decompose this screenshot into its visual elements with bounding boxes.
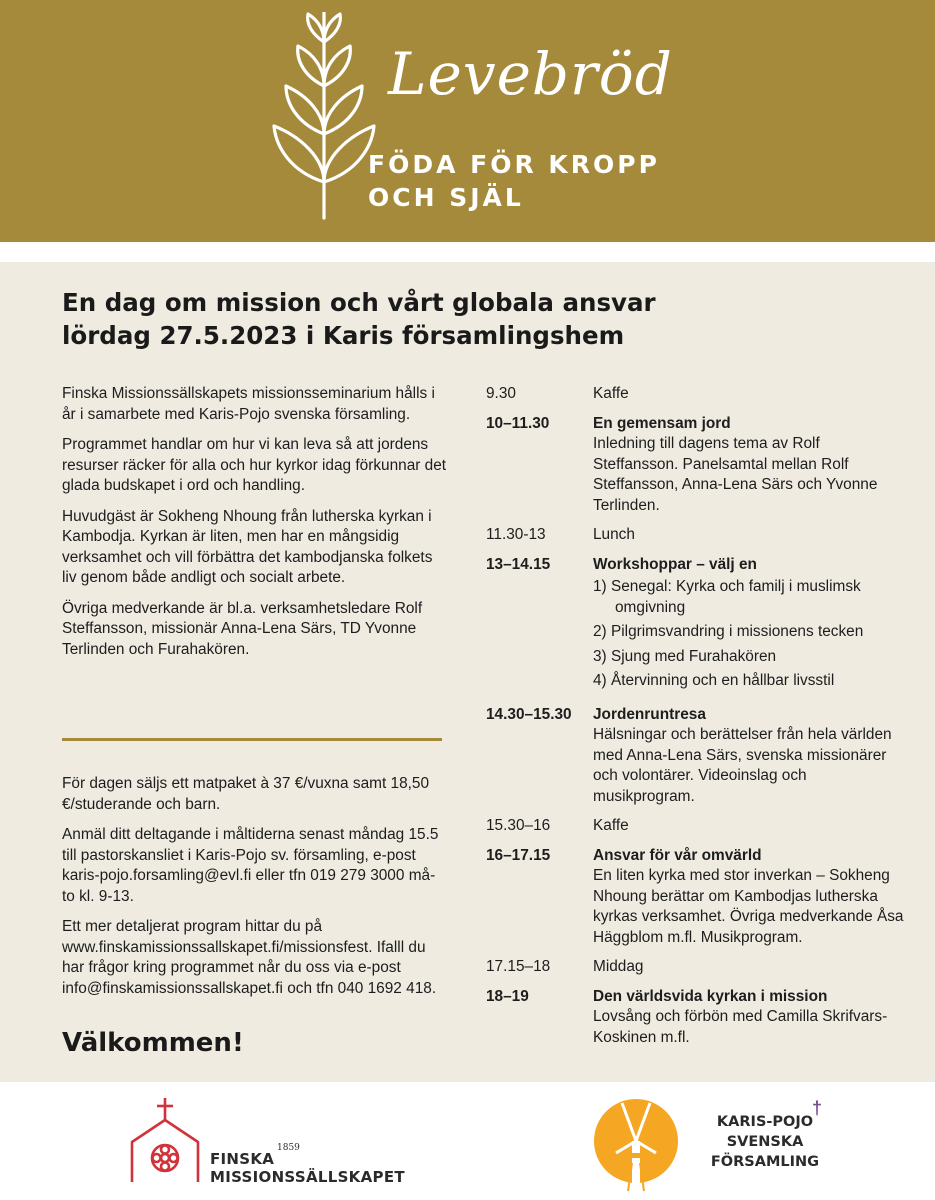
- workshop-list: [593, 577, 906, 692]
- schedule-row: [486, 414, 906, 517]
- schedule-text: Inledning till dagens tema av Rolf Steffansson. Panelsamtal mellan Rolf Steffansson, Anna-Lena Särs och Yvonne Terlinden.: [593, 435, 878, 514]
- schedule-text: En liten kyrka med stor inverkan – Sokheng Nhoung berättar om Kambodjas lutherska kyrkas verksamhet. Övriga medverkande Åsa Häggblom m.fl. Musikprogram.: [593, 867, 904, 946]
- contact-paragraph: Ett mer detaljerat program hittar du på www.finskamissionssallskapet.fi/missionsfest. Ifalll du har frågor kring programmet når du oss via e-post info@finskamissionssallskapet.fi och tfn 040 1692 418.: [62, 918, 437, 997]
- schedule-time: 16–17.15: [486, 846, 551, 864]
- page-title: [62, 286, 882, 352]
- schedule-row: [486, 846, 906, 949]
- intro-paragraph: Övriga medverkande är bl.a. verksamhetsledare Rolf Steffansson, missionär Anna-Lena Särs, TD Yvonne Terlinden och Furahakören.: [62, 599, 423, 658]
- workshop-item: 4) Återvinning och en hållbar livsstil: [593, 672, 835, 689]
- parish-logo-icon: [592, 1093, 687, 1193]
- schedule-row: [486, 957, 906, 978]
- schedule-text: Kaffe: [593, 385, 629, 402]
- schedule-text: Lunch: [593, 526, 635, 543]
- welcome-heading: Välkommen!: [62, 1028, 244, 1058]
- parish-wordmark: [700, 1112, 830, 1172]
- schedule-time: 15.30–16: [486, 817, 551, 834]
- parish-name-line-2: SVENSKA: [726, 1134, 804, 1150]
- title-line-2: lördag 27.5.2023 i Karis församlingshem: [62, 321, 625, 350]
- schedule-row: [486, 705, 906, 808]
- fm-name-line-1: FINSKA: [210, 1150, 275, 1168]
- registration-paragraph: Anmäl ditt deltagande i måltiderna senast måndag 15.5 till pastorskansliet i Karis-Pojo sv. församling, e-post karis-pojo.forsamling@evl.fi eller tfn 019 279 3000 må-to kl. 9-13.: [62, 826, 439, 905]
- schedule-time: 11.30-13: [486, 526, 546, 543]
- parish-name-line-3: FÖRSAMLING: [710, 1154, 820, 1170]
- schedule-text: Kaffe: [593, 817, 629, 834]
- schedule-row: [486, 816, 906, 837]
- schedule-time: 13–14.15: [486, 555, 551, 573]
- tagline-line-2: OCH SJÄL: [368, 183, 524, 212]
- schedule-time: 10–11.30: [486, 414, 550, 432]
- parish-name-line-1: KARIS-POJO: [716, 1114, 814, 1130]
- schedule-title: Workshoppar – välj en: [593, 555, 757, 573]
- schedule-title: En gemensam jord: [593, 414, 731, 432]
- schedule-text: Lovsång och förbön med Camilla Skrifvars-Koskinen m.fl.: [593, 1008, 888, 1046]
- schedule-title: Jordenruntresa: [593, 705, 706, 723]
- schedule-time: 14.30–15.30: [486, 705, 572, 723]
- schedule-time: 18–19: [486, 987, 529, 1005]
- fm-wordmark: [210, 1150, 405, 1186]
- intro-paragraph: Huvudgäst är Sokheng Nhoung från lutherska kyrkan i Kambodja. Kyrkan är liten, men har en mångsidig verksamhet och vill förbättra det kambodjanska folkets liv genom både andligt och socialt arbete.: [62, 507, 433, 586]
- food-paragraph: För dagen säljs ett matpaket à 37 €/vuxna samt 18,50 €/studerande och barn.: [62, 775, 430, 813]
- tagline: [368, 148, 660, 214]
- wheat-icon: [268, 12, 380, 224]
- cross-icon: †: [812, 1098, 823, 1118]
- schedule-text: Middag: [593, 958, 644, 975]
- schedule-text: Hälsningar och berättelser från hela världen med Anna-Lena Särs, svenska missionärer och volontärer. Videoinslag och musikprogram.: [593, 726, 892, 805]
- schedule-time: 9.30: [486, 385, 516, 402]
- intro-section: [62, 384, 447, 670]
- food-info-section: [62, 774, 447, 1009]
- schedule-row: [486, 555, 906, 696]
- schedule-title: Den världsvida kyrkan i mission: [593, 987, 828, 1005]
- intro-paragraph: Programmet handlar om hur vi kan leva så att jordens resurser räcker för alla och hur kyrkor idag förkunnar det glada budskapet i ord och handling.: [62, 436, 447, 494]
- schedule-row: [486, 384, 906, 405]
- schedule: [486, 384, 906, 1057]
- title-line-1: En dag om mission och vårt globala ansvar: [62, 288, 656, 317]
- section-divider: [62, 738, 442, 741]
- workshop-item: 1) Senegal: Kyrka och familj i muslimsk omgivning: [593, 578, 861, 616]
- fm-name-line-2: MISSIONSSÄLLSKAPET: [210, 1168, 405, 1186]
- schedule-time: 17.15–18: [486, 958, 551, 975]
- fm-founding-year: 1859: [277, 1143, 300, 1153]
- tagline-line-1: FÖDA FÖR KROPP: [368, 150, 660, 179]
- workshop-item: 3) Sjung med Furahakören: [593, 647, 777, 665]
- schedule-row: [486, 987, 906, 1049]
- church-logo-icon: [128, 1096, 202, 1184]
- event-logo-title: Levebröd: [388, 40, 673, 108]
- schedule-row: [486, 525, 906, 546]
- workshop-item: 2) Pilgrimsvandring i missionens tecken: [593, 623, 864, 640]
- schedule-title: Ansvar för vår omvärld: [593, 846, 762, 864]
- intro-paragraph: Finska Missionssällskapets missionsseminarium hålls i år i samarbete med Karis-Pojo svenska församling.: [62, 385, 435, 423]
